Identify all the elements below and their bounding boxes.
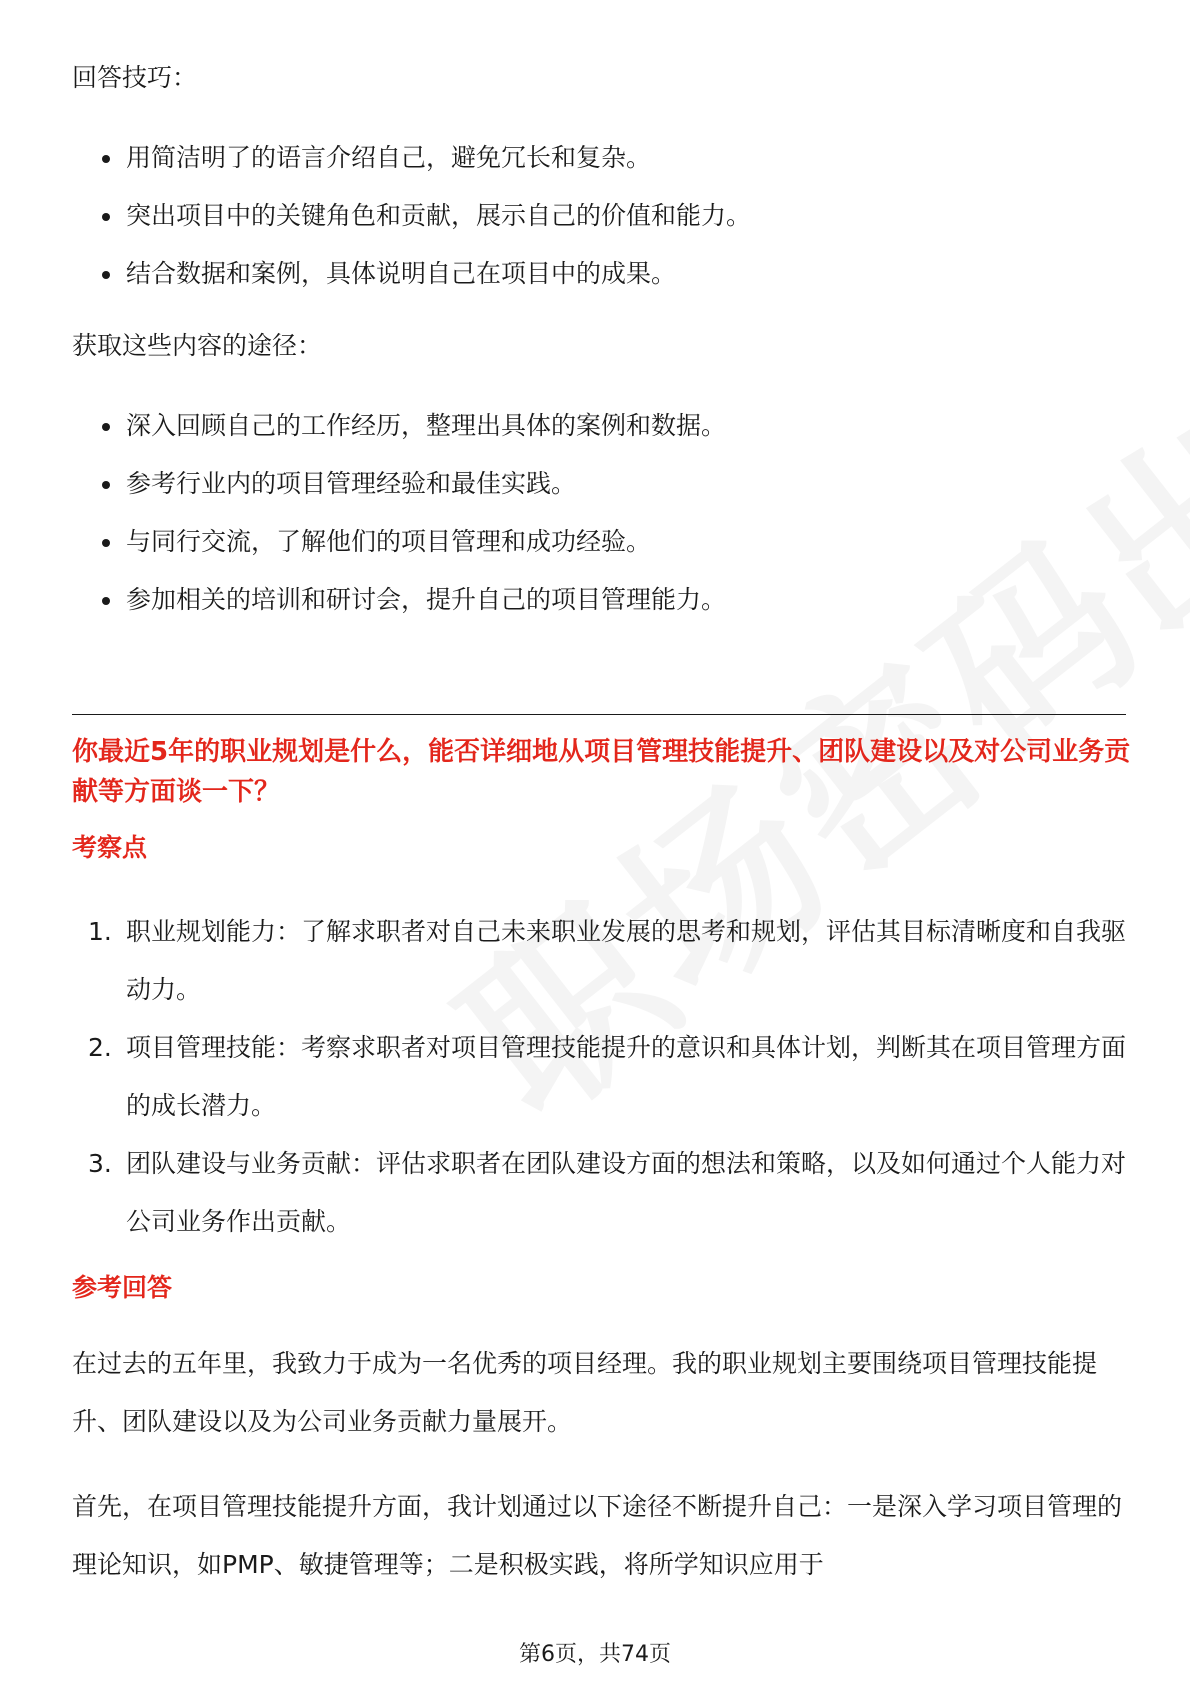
list-item: 参加相关的培训和研讨会，提升自己的项目管理能力。	[72, 582, 726, 618]
focus-list	[72, 903, 1126, 1251]
list-item: 与同行交流，了解他们的项目管理和成功经验。	[72, 524, 726, 560]
list-item: 结合数据和案例，具体说明自己在项目中的成果。	[72, 256, 751, 292]
bullet-icon	[102, 155, 110, 163]
page-footer: 第6页，共74页	[519, 1642, 671, 1667]
list-item: 1. 职业规划能力：了解求职者对自己未来职业发展的思考和规划，评估其目标清晰度和自我驱动力。	[88, 917, 1127, 1004]
bullet-icon	[102, 481, 110, 489]
section-divider	[72, 714, 1126, 715]
list-item: 用简洁明了的语言介绍自己，避免冗长和复杂。	[72, 140, 751, 176]
focus-heading: 考察点	[72, 833, 148, 862]
answer-paragraph: 首先，在项目管理技能提升方面，我计划通过以下途径不断提升自己：一是深入学习项目管理的理论知识，如PMP、敏捷管理等；二是积极实践，将所学知识应用于	[72, 1492, 1123, 1579]
list-item: 深入回顾自己的工作经历，整理出具体的案例和数据。	[72, 408, 726, 444]
sources-list	[72, 408, 726, 640]
bullet-icon	[102, 597, 110, 605]
bullet-icon	[102, 271, 110, 279]
tips-list	[72, 140, 751, 314]
answer-paragraph: 在过去的五年里，我致力于成为一名优秀的项目经理。我的职业规划主要围绕项目管理技能提升、团队建设以及为公司业务贡献力量展开。	[72, 1349, 1098, 1436]
section-heading-sources: 获取这些内容的途径：	[72, 331, 323, 360]
bullet-icon	[102, 423, 110, 431]
section-heading-tips: 回答技巧：	[72, 63, 198, 92]
list-item: 参考行业内的项目管理经验和最佳实践。	[72, 466, 726, 502]
answer-heading: 参考回答	[72, 1273, 173, 1302]
bullet-icon	[102, 539, 110, 547]
list-item: 3. 团队建设与业务贡献：评估求职者在团队建设方面的想法和策略，以及如何通过个人能力对公司业务作出贡献。	[88, 1149, 1127, 1236]
list-item: 2. 项目管理技能：考察求职者对项目管理技能提升的意识和具体计划，判断其在项目管理方面的成长潜力。	[88, 1033, 1127, 1120]
list-item: 突出项目中的关键角色和贡献，展示自己的价值和能力。	[72, 198, 751, 234]
question-title: 你最近5年的职业规划是什么，能否详细地从项目管理技能提升、团队建设以及对公司业务贡献等方面谈一下？	[72, 737, 1131, 807]
bullet-icon	[102, 213, 110, 221]
